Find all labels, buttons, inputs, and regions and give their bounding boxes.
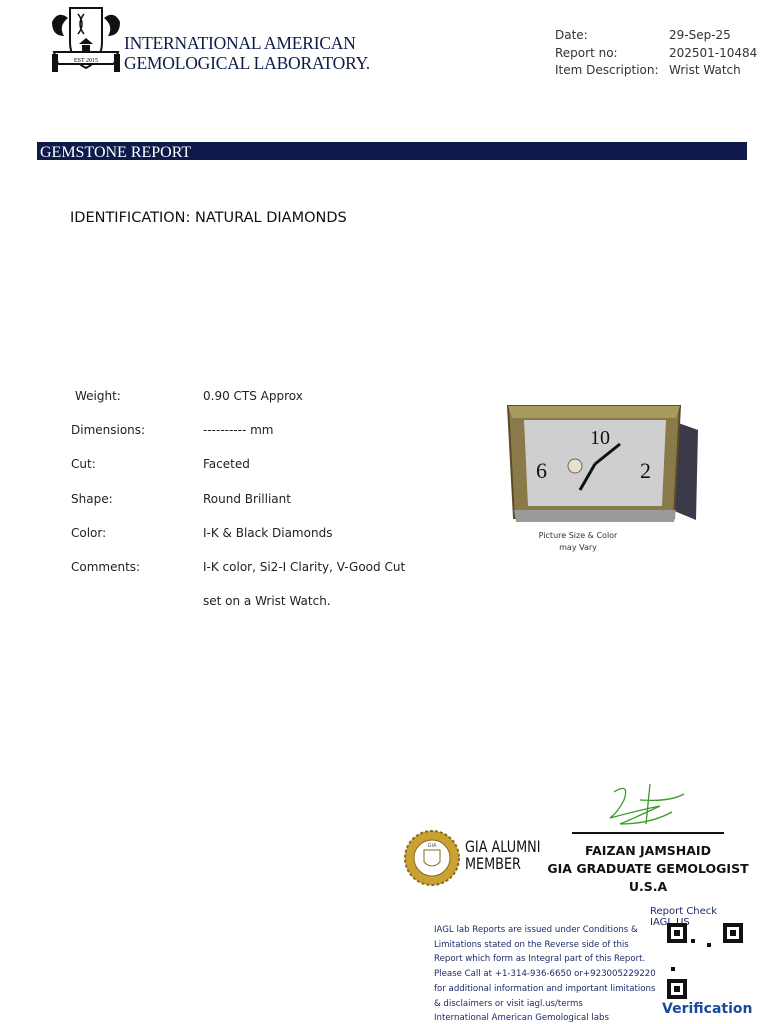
report-no-value: 202501-10484 <box>669 45 758 60</box>
report-no-label: Report no: <box>555 45 618 60</box>
badge-line: MEMBER <box>465 854 521 873</box>
meta-values <box>669 27 757 80</box>
item-description-label: Item Description: <box>555 63 659 77</box>
qr-code-icon[interactable] <box>667 923 743 999</box>
detail-label: Cut: <box>71 457 96 472</box>
detail-value: I-K color, Si2-I Clarity, V-Good Cut <box>203 560 406 574</box>
date-value: 29-Sep-25 <box>669 28 731 42</box>
disclaimer-line: International American Gemological labs <box>434 1013 609 1024</box>
gia-alumni-seal-icon <box>404 830 460 886</box>
date-label: Date: <box>555 28 588 42</box>
disclaimer <box>434 923 656 1024</box>
disclaimer-line: Report which form as Integral part of this Report. <box>434 954 646 965</box>
lab-logo-crest-icon <box>48 2 124 74</box>
signature-line <box>572 832 724 834</box>
caption-line: may Vary <box>559 543 597 552</box>
detail-value: Faceted <box>203 457 250 472</box>
disclaimer-line: Please Call at +1-314-936-6650 or+923005229220 <box>434 969 656 980</box>
meta-labels <box>555 27 659 80</box>
disclaimer-line: Limitations stated on the Reverse side of this <box>434 939 629 950</box>
svg-text:10: 10 <box>590 427 610 449</box>
detail-value: I-K & Black Diamonds <box>203 525 333 540</box>
svg-text:2: 2 <box>640 458 651 483</box>
detail-label: Dimensions: <box>71 423 146 438</box>
signatory-title: GIA GRADUATE GEMOLOGIST U.S.A <box>547 861 749 894</box>
detail-value: 0.90 CTS Approx <box>203 389 303 403</box>
wrist-watch-photo <box>500 400 700 528</box>
image-caption <box>518 530 638 554</box>
disclaimer-line: IAGL lab Reports are issued under Conditions & <box>434 925 638 935</box>
detail-label: Weight: <box>75 389 121 403</box>
svg-text:6: 6 <box>536 458 547 483</box>
lab-name <box>124 33 370 73</box>
disclaimer-line: & disclaimers or visit iagl.us/terms <box>434 998 583 1009</box>
detail-label: Shape: <box>71 491 113 506</box>
signatory-name: FAIZAN JAMSHAID <box>585 843 711 858</box>
svg-text:GIA: GIA <box>427 843 437 849</box>
identification: IDENTIFICATION: NATURAL DIAMONDS <box>70 210 347 226</box>
badge-line: GIA ALUMNI <box>465 837 541 856</box>
gia-alumni-text <box>465 838 541 872</box>
report-title: GEMSTONE REPORT <box>40 144 192 161</box>
detail-label: Color: <box>71 525 107 540</box>
detail-value: ---------- mm <box>203 423 274 438</box>
detail-value: set on a Wrist Watch. <box>203 594 331 609</box>
svg-text:EST 2015: EST 2015 <box>73 58 99 64</box>
lab-name-line2: GEMOLOGICAL LABORATORY. <box>124 53 370 73</box>
report-check-link[interactable]: Report Check IAGL.US <box>650 906 718 928</box>
verification-label: Verification <box>662 1001 753 1017</box>
title-bar <box>37 142 747 160</box>
item-description-value: Wrist Watch <box>669 63 741 77</box>
disclaimer-line: for additional information and important limitations <box>434 983 656 994</box>
detail-value: Round Brilliant <box>203 491 291 506</box>
signatory <box>536 842 760 896</box>
detail-label: Comments: <box>71 560 141 574</box>
caption-line: Picture Size & Color <box>538 531 618 540</box>
signature-image <box>600 780 690 830</box>
lab-name-line1: INTERNATIONAL AMERICAN <box>124 33 356 53</box>
